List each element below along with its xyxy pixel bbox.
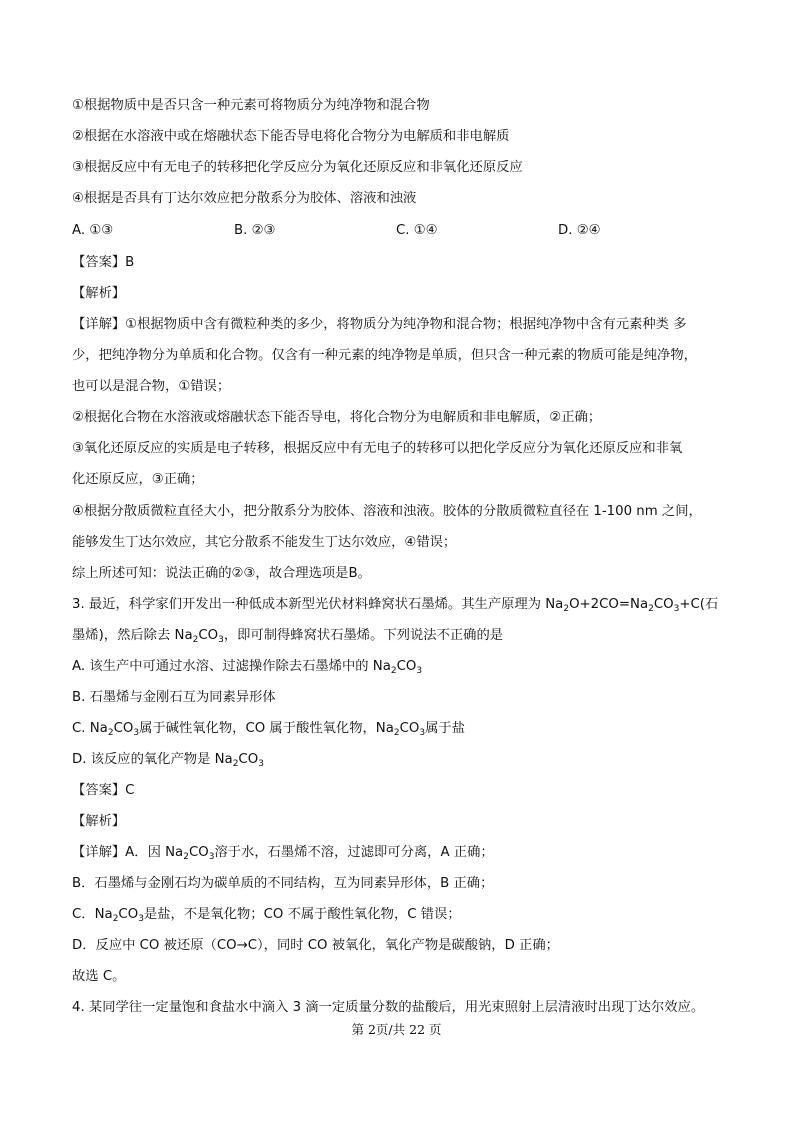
analysis-label-q3: 【解析】 xyxy=(72,814,126,829)
option-a: A. ①③ xyxy=(72,223,114,238)
analysis-label-q2: 【解析】 xyxy=(72,286,126,301)
detail-line: 少，把纯净物分为单质和化合物。仅含有一种元素的纯净物是单质，但只含一种元素的物质可能是纯净物， xyxy=(72,348,697,363)
question-3-stem-line2: 墨烯)，然后除去 $Na_2CO_3$，即可制得蜂窝状石墨烯。下列说法不正确的是 xyxy=(72,628,504,645)
statement-1: ①根据物质中是否只含一种元素可将物质分为纯净物和混合物 xyxy=(72,98,430,113)
q3-option-d: D. 该反应的氧化产物是 $Na_2CO_3$ xyxy=(72,752,264,769)
q3-option-c: C. $Na_2CO_3$属于碱性氧化物，CO 属于酸性氧化物，$Na_2CO_3$属于盐 xyxy=(72,721,466,738)
statement-3: ③根据反应中有无电子的转移把化学反应分为氧化还原反应和非氧化还原反应 xyxy=(72,160,523,175)
q3-option-a: A. 该生产中可通过水溶、过滤操作除去石墨烯中的 $Na_2CO_3$ xyxy=(72,659,423,676)
option-c: C. ①④ xyxy=(396,223,438,238)
option-d: D. ②④ xyxy=(558,223,601,238)
detail-line: ②根据化合物在水溶液或熔融状态下能否导电，将化合物分为电解质和非电解质，②正确； xyxy=(72,410,602,425)
q3-detail-a: 【详解】A．因 $Na_2CO_3$溶于水，石墨烯不溶，过滤即可分离，A 正确； xyxy=(72,845,494,862)
option-b: B. ②③ xyxy=(234,223,276,238)
answer-q2: 【答案】B xyxy=(72,255,135,270)
detail-line: ③氧化还原反应的实质是电子转移，根据反应中有无电子的转移可以把化学反应分为氧化还原反应和非氧 xyxy=(72,441,683,456)
detail-line: 【详解】①根据物质中含有微粒种类的多少，将物质分为纯净物和混合物；根据纯净物中含有元素种类 多 xyxy=(72,317,687,332)
q3-detail-b: B．石墨烯与金刚石均为碳单质的不同结构，互为同素异形体，B 正确； xyxy=(72,876,494,891)
question-3-stem-line1: 3. 最近，科学家们开发出一种低成本新型光伏材料蜂窝状石墨烯。其生产原理为 $Na_2O+2CO=Na_2CO_3+C$(石 xyxy=(72,597,719,614)
q3-conclusion: 故选 C。 xyxy=(72,969,126,984)
q3-detail-d: D．反应中 CO 被还原（CO→C），同时 CO 被氧化，氧化产物是碳酸钠，D 正确； xyxy=(72,938,559,953)
detail-line: 化还原反应，③正确； xyxy=(72,472,204,487)
q3-detail-c: C．$Na_2CO_3$是盐，不是氧化物；CO 不属于酸性氧化物，C 错误； xyxy=(72,907,461,924)
page-footer: 第 2页/共 22 页 xyxy=(351,1022,442,1037)
detail-line: ④根据分散质微粒直径大小，把分散系分为胶体、溶液和浊液。胶体的分散质微粒直径在 1-100 nm 之间， xyxy=(72,504,702,519)
statement-2: ②根据在水溶液中或在熔融状态下能否导电将化合物分为电解质和非电解质 xyxy=(72,129,510,144)
question-4-stem: 4. 某同学往一定量饱和食盐水中滴入 3 滴一定质量分数的盐酸后，用光束照射上层清液时出现丁达尔效应。 xyxy=(72,1000,705,1015)
answer-q3: 【答案】C xyxy=(72,783,135,798)
detail-line: 能够发生丁达尔效应，其它分散系不能发生丁达尔效应，④错误； xyxy=(72,535,457,550)
q3-option-b: B. 石墨烯与金刚石互为同素异形体 xyxy=(72,690,276,705)
detail-line: 也可以是混合物，①错误； xyxy=(72,379,231,394)
detail-line: 综上所述可知：说法正确的②③，故合理选项是B。 xyxy=(72,566,371,581)
statement-4: ④根据是否具有丁达尔效应把分散系分为胶体、溶液和浊液 xyxy=(72,191,417,206)
